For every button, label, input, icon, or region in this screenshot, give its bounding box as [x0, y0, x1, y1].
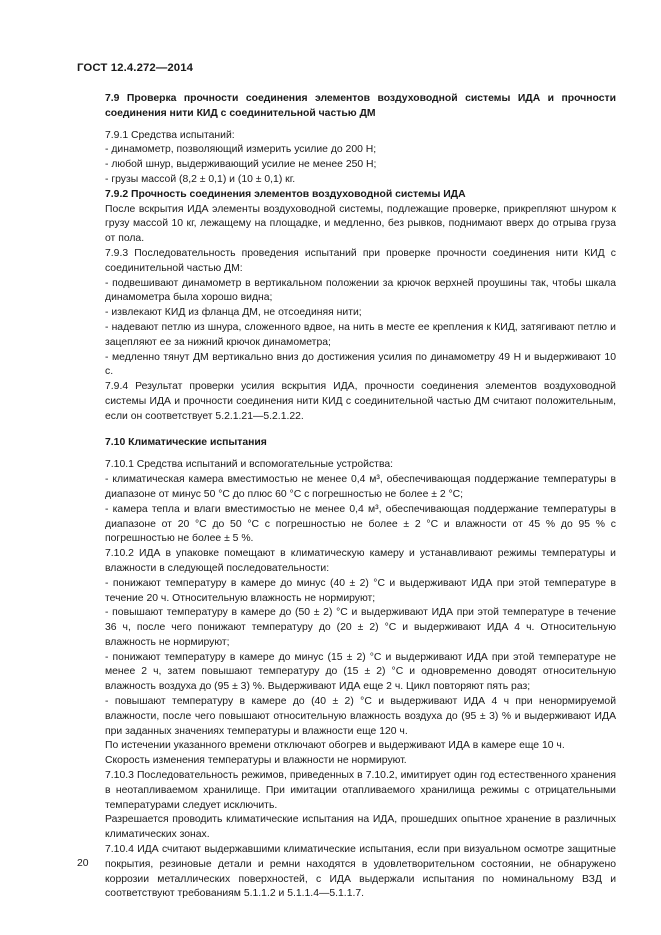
paragraph: 7.10.2 ИДА в упаковке помещают в климатическую камеру и устанавливают режимы температуры и влажности в следующей последовательности:	[105, 548, 616, 574]
paragraph: 7.9.3 Последовательность проведения испытаний при проверке прочности соединения нити КИД с соединительной частью ДМ:	[105, 247, 616, 274]
section-7-9-2-title: 7.9.2 Прочность соединения элементов воздуховодной системы ИДА	[105, 188, 466, 200]
list-item: - динамометр, позволяющий измерить усилие до 200 Н;	[105, 144, 377, 156]
list-item: - повышают температуру в камере до (50 ± 2) °С и выдерживают ИДА при этой температуре в течение 36 ч, после чего понижают температуру до (20 ± 2) °С и выдерживают ИДА 4 ч. Относительную влажность не нормируют;	[105, 607, 616, 648]
list-item: - любой шнур, выдерживающий усилие не менее 250 Н;	[105, 159, 377, 171]
list-item: - понижают температуру в камере до минус (15 ± 2) °С и выдерживают ИДА при этой температуре не менее 2 ч, затем повышают температуру до (15 ± 2) °С и одновременно доводят относительную влажность воздуха до (95 ± 3) %. Выдерживают ИДА еще 2 ч. Цикл повторяют пять раз;	[105, 651, 616, 693]
document-body	[105, 92, 616, 902]
list-item: - понижают температуру в камере до минус (40 ± 2) °С и выдерживают ИДА при этой температуре в течение 20 ч. Относительную влажность не нормируют;	[105, 577, 616, 604]
list-item: - медленно тянут ДМ вертикально вниз до достижения усилия по динамометру 49 Н и выдерживают 10 с.	[105, 351, 616, 378]
list-item: - климатическая камера вместимостью не менее 0,4 м³, обеспечивающая поддержание температуры в диапазоне от минус 50 °С до плюс 60 °С с погрешностью не более ± 2 °С;	[105, 474, 616, 500]
list-item: - подвешивают динамометр в вертикальном положении за крючок верхней проушины так, чтобы шкала динамометра была хорошо видна;	[105, 277, 616, 304]
page-number: 20	[77, 858, 89, 869]
paragraph: 7.10.1 Средства испытаний и вспомогательные устройства:	[105, 459, 394, 471]
section-7-10-title: 7.10 Климатические испытания	[105, 436, 267, 448]
list-item: - надевают петлю из шнура, сложенного вдвое, на нить в месте ее крепления к КИД, затягивают петлю и зацепляют ее за нижний крючок динамометра;	[105, 321, 616, 348]
paragraph: 7.9.4 Результат проверки усилия вскрытия ИДА, прочности соединения элементов воздуховодной системы ИДА и прочности соединения нити КИД с соединительной частью ДМ считают положительным, если он соответствует 5.2.1.21—5.2.1.22.	[105, 381, 616, 422]
list-item: - грузы массой (8,2 ± 0,1) и (10 ± 0,1) кг.	[105, 173, 296, 185]
paragraph: 7.10.3 Последовательность режимов, приведенных в 7.10.2, имитирует один год естественного хранения в неотапливаемом хранилище. При имитации отапливаемого хранилища режимы с отрицательными температурами следует исключить.	[105, 770, 616, 811]
paragraph: 7.9.1 Средства испытаний:	[105, 129, 235, 141]
list-item: - повышают температуру в камере до (40 ± 2) °С и выдерживают ИДА 4 ч при ненормируемой влажности, после чего повышают относительную влажность воздуха до (95 ± 3) % и выдерживают ИДА при заданных значениях температуры и влажности еще 120 ч.	[105, 696, 616, 737]
document-header: ГОСТ 12.4.272—2014	[77, 62, 194, 74]
paragraph: Разрешается проводить климатические испытания на ИДА, прошедших опытное хранение в различных климатических зонах.	[105, 814, 616, 841]
paragraph: 7.10.4 ИДА считают выдержавшими климатические испытания, если при визуальном осмотре защитные покрытия, резиновые детали и ремни находятся в удовлетворительном состоянии, не обнаружено коррозии металлических поверхностей, с ИДА выдержали испытания по номинальному ВЗД и соответствуют требованиям 5.1.1.2 и 5.1.1.4—5.1.1.7.	[105, 844, 616, 900]
section-7-9-title: 7.9 Проверка прочности соединения элементов воздуховодной системы ИДА и прочности соединения нити КИД с соединительной частью ДМ	[105, 93, 616, 119]
paragraph: По истечении указанного времени отключают обогрев и выдерживают ИДА в камере еще 10 ч.	[105, 740, 565, 752]
paragraph: Скорость изменения температуры и влажности не нормируют.	[105, 755, 407, 767]
list-item: - камера тепла и влаги вместимостью не менее 0,4 м³, обеспечивающая поддержание температуры в диапазоне от 20 °С до 50 °С с погрешностью не более ± 2 °С и влажности от 45 % до 95 % с погрешностью не более ± 5 %.	[105, 503, 616, 545]
list-item: - извлекают КИД из фланца ДМ, не отсоединяя нити;	[105, 307, 362, 319]
paragraph: После вскрытия ИДА элементы воздуховодной системы, подлежащие проверке, прикрепляют шнуром к грузу массой 10 кг, лежащему на площадке, и медленно, без рывков, поднимают вверх до отрыва груза от пола.	[105, 203, 616, 245]
